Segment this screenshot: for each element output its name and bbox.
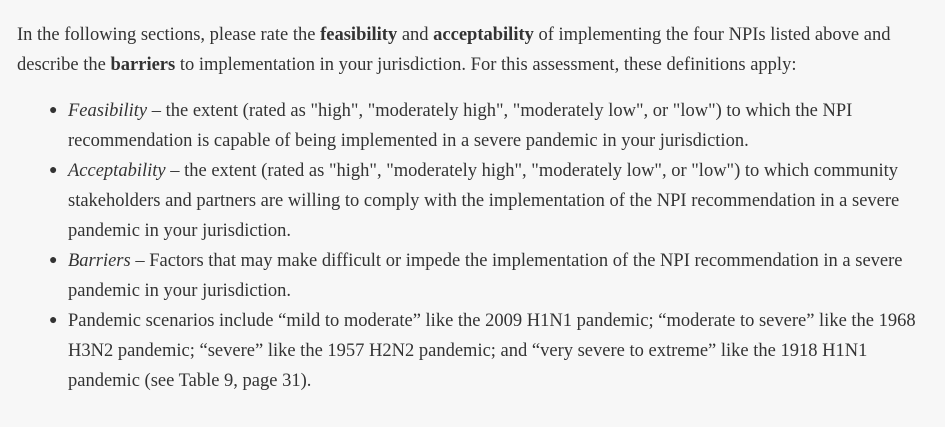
barriers-bold: barriers	[110, 55, 176, 75]
intro-text-3: of implementing the four NPIs listed above and describe the	[17, 25, 891, 75]
definition-term: Acceptability	[68, 161, 166, 181]
definition-term: Barriers	[68, 251, 131, 271]
definition-text: – the extent (rated as "high", "moderately high", "moderately low", or "low") to which community stakeholders and partners are willing to comply with the implementation of the NPI recommendation in a severe pandemic in your jurisdiction.	[68, 161, 900, 241]
definition-item-feasibility	[49, 96, 928, 156]
definition-term: Feasibility	[68, 101, 148, 121]
bullet-icon: ●	[49, 253, 58, 268]
bullet-icon: ●	[49, 313, 58, 328]
intro-text-1: In the following sections, please rate the	[17, 25, 321, 45]
intro-paragraph	[17, 20, 937, 80]
acceptability-bold: acceptability	[433, 25, 534, 45]
definition-item-acceptability	[49, 156, 928, 246]
feasibility-bold: feasibility	[320, 25, 398, 45]
intro-text-4: to implementation in your jurisdiction. For this assessment, these definitions apply:	[175, 55, 797, 75]
definition-text: – Factors that may make difficult or impede the implementation of the NPI recommendation in a severe pandemic in your jurisdiction.	[68, 251, 903, 301]
definition-item-barriers	[49, 246, 928, 306]
definition-text: Pandemic scenarios include “mild to moderate” like the 2009 H1N1 pandemic; “moderate to severe” like the 1968 H3N2 pandemic; “severe” like the 1957 H2N2 pandemic; and “very severe to extreme” like the 1918 H1N1 pandemic (see Table 9, page 31).	[68, 311, 916, 391]
definition-item-pandemic-scenarios	[49, 306, 928, 396]
intro-text-2: and	[397, 25, 434, 45]
bullet-icon: ●	[49, 103, 58, 118]
definitions-list	[17, 96, 928, 396]
definition-text: – the extent (rated as "high", "moderately high", "moderately low", or "low") to which the NPI recommendation is capable of being implemented in a severe pandemic in your jurisdiction.	[68, 101, 853, 151]
bullet-icon: ●	[49, 163, 58, 178]
